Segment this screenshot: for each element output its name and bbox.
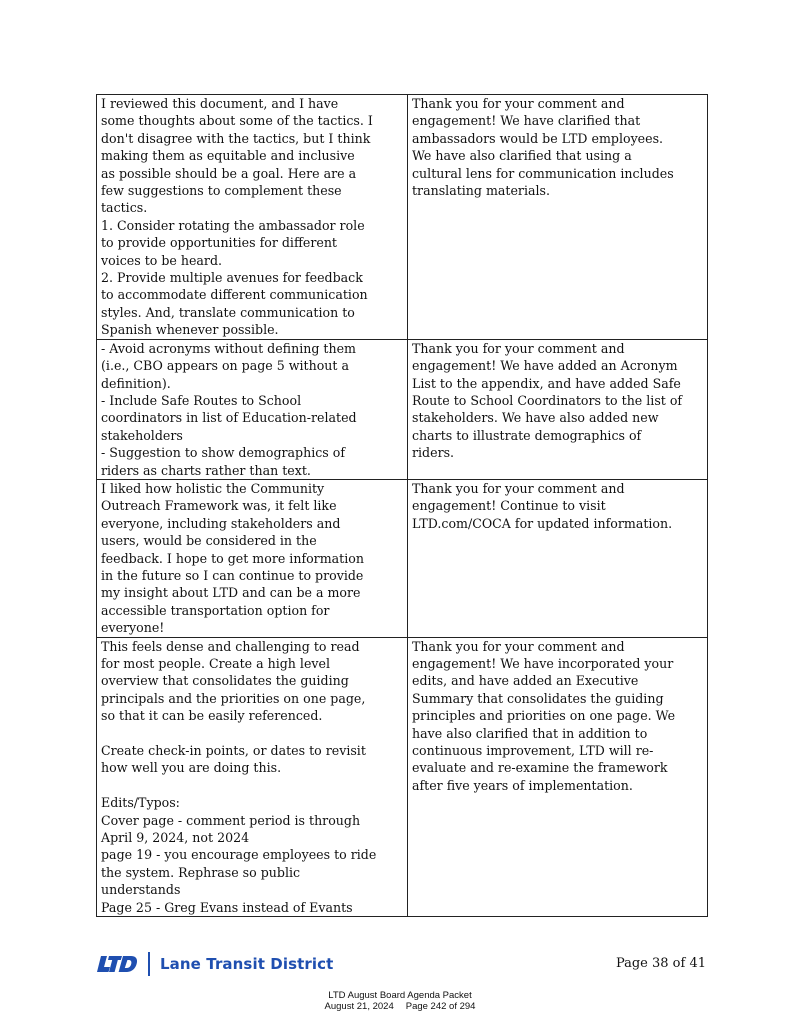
comments-table [96, 94, 708, 917]
response-line: engagement! We have clarified that [412, 113, 641, 129]
response-line: Thank you for your comment and [412, 96, 625, 111]
comment-line: Page 25 - Greg Evans instead of Evants [101, 899, 353, 915]
comment-line: 1. Consider rotating the ambassador role [101, 217, 365, 233]
comment-line: everyone! [101, 620, 165, 636]
comment-line: Cover page - comment period is through [101, 812, 361, 828]
comment-line: overview that consolidates the guiding [101, 673, 349, 689]
comment-line: to provide opportunities for different [101, 235, 337, 251]
comment-line: riders as charts rather than text. [101, 462, 311, 478]
comment-line [101, 725, 403, 742]
response-line: List to the appendix, and have added Safe [412, 375, 681, 391]
comment-line: my insight about LTD and can be a more [101, 585, 361, 601]
comment-line: how well you are doing this. [101, 760, 282, 776]
table-row [97, 339, 708, 479]
comment-line: the system. Rephrase so public [101, 864, 301, 880]
response-line: cultural lens for communication includes [412, 165, 674, 181]
packet-date-line [0, 1001, 800, 1012]
comment-line: some thoughts about some of the tactics. I [101, 113, 373, 129]
comment-line: in the future so I can continue to provide [101, 567, 364, 583]
response-line: LTD.com/COCA for updated information. [412, 515, 673, 531]
response-line: Thank you for your comment and [412, 638, 625, 654]
comment-line: voices to be heard. [101, 252, 223, 268]
comment-line: as possible should be a goal. Here are a [101, 165, 357, 181]
response-line: We have also clarified that using a [412, 148, 632, 164]
org-name: Lane Transit District [160, 955, 334, 973]
packet-page: Page 242 of 294 [405, 1001, 476, 1012]
response-line: continuous improvement, LTD will re- [412, 743, 654, 759]
response-line: Thank you for your comment and [412, 340, 625, 356]
response-line: engagement! Continue to visit [412, 498, 606, 514]
response-line: charts to illustrate demographics of [412, 427, 642, 443]
comment-line: This feels dense and challenging to read [101, 638, 360, 654]
comment-line: stakeholders [101, 427, 183, 443]
response-line: riders. [412, 445, 455, 461]
comment-line: Outreach Framework was, it felt like [101, 498, 337, 514]
table-row [97, 95, 708, 340]
comment-line: feedback. I hope to get more information [101, 550, 364, 566]
packet-title: LTD August Board Agenda Packet [328, 990, 472, 1001]
comment-line: page 19 - you encourage employees to ride [101, 847, 377, 863]
comment-line: styles. And, translate communication to [101, 304, 355, 320]
response-cell [408, 95, 708, 340]
response-cell [408, 339, 708, 479]
comment-line: April 9, 2024, not 2024 [101, 830, 250, 846]
comment-cell [97, 339, 408, 479]
comment-line: Edits/Typos: [101, 795, 180, 811]
comment-line [101, 777, 403, 794]
comment-line: users, would be considered in the [101, 533, 317, 549]
table-row [97, 637, 708, 916]
table-body [97, 95, 708, 917]
comment-line: 2. Provide multiple avenues for feedback [101, 270, 363, 286]
comment-line: - Suggestion to show demographics of [101, 445, 345, 461]
response-line: Route to School Coordinators to the list of [412, 392, 683, 408]
response-line: Thank you for your comment and [412, 480, 625, 496]
response-line: engagement! We have added an Acronym [412, 358, 678, 374]
response-line: stakeholders. We have also added new [412, 410, 659, 426]
packet-info [0, 990, 800, 1012]
comment-line: Create check-in points, or dates to revisit [101, 743, 366, 759]
response-line: engagement! We have incorporated your [412, 656, 674, 671]
response-cell [408, 637, 708, 916]
comment-line: so that it can be easily referenced. [101, 708, 323, 724]
comment-line: - Include Safe Routes to School [101, 392, 302, 408]
comment-line: don't disagree with the tactics, but I think [101, 130, 371, 146]
response-line: principles and priorities on one page. We [412, 708, 676, 724]
comment-line: everyone, including stakeholders and [101, 515, 341, 531]
page-number: Page 38 of 41 [615, 956, 706, 971]
response-line: edits, and have added an Executive [412, 673, 639, 689]
response-line: translating materials. [412, 183, 550, 199]
comment-line: Spanish whenever possible. [101, 322, 279, 338]
response-cell [408, 479, 708, 637]
table-row [97, 479, 708, 637]
ltd-logo-icon [96, 955, 138, 973]
comment-line: I reviewed this document, and I have [101, 96, 339, 111]
response-line: Summary that consolidates the guiding [412, 690, 664, 706]
comment-line: definition). [101, 375, 171, 391]
comment-line: accessible transportation option for [101, 602, 330, 618]
comment-cell [97, 479, 408, 637]
logo-divider [148, 952, 150, 976]
comment-line: making them as equitable and inclusive [101, 148, 355, 164]
response-line: after five years of implementation. [412, 777, 633, 793]
comment-cell [97, 637, 408, 916]
comment-line: understands [101, 882, 181, 898]
comment-line: tactics. [101, 200, 148, 216]
comment-cell [97, 95, 408, 340]
comment-line: (i.e., CBO appears on page 5 without a [101, 358, 349, 374]
comment-line: coordinators in list of Education-related [101, 410, 357, 426]
comment-line: few suggestions to complement these [101, 183, 342, 199]
comment-line: principals and the priorities on one page, [101, 690, 366, 706]
response-line: evaluate and re-examine the framework [412, 760, 668, 776]
response-line: ambassadors would be LTD employees. [412, 130, 664, 146]
comment-line: to accommodate different communication [101, 287, 368, 303]
comment-line: - Avoid acronyms without defining them [101, 340, 356, 356]
packet-date: August 21, 2024 [324, 1001, 394, 1012]
response-line: have also clarified that in addition to [412, 725, 648, 741]
footer-logo [96, 952, 333, 976]
comment-line: for most people. Create a high level [101, 656, 330, 671]
comment-line: I liked how holistic the Community [101, 480, 325, 496]
